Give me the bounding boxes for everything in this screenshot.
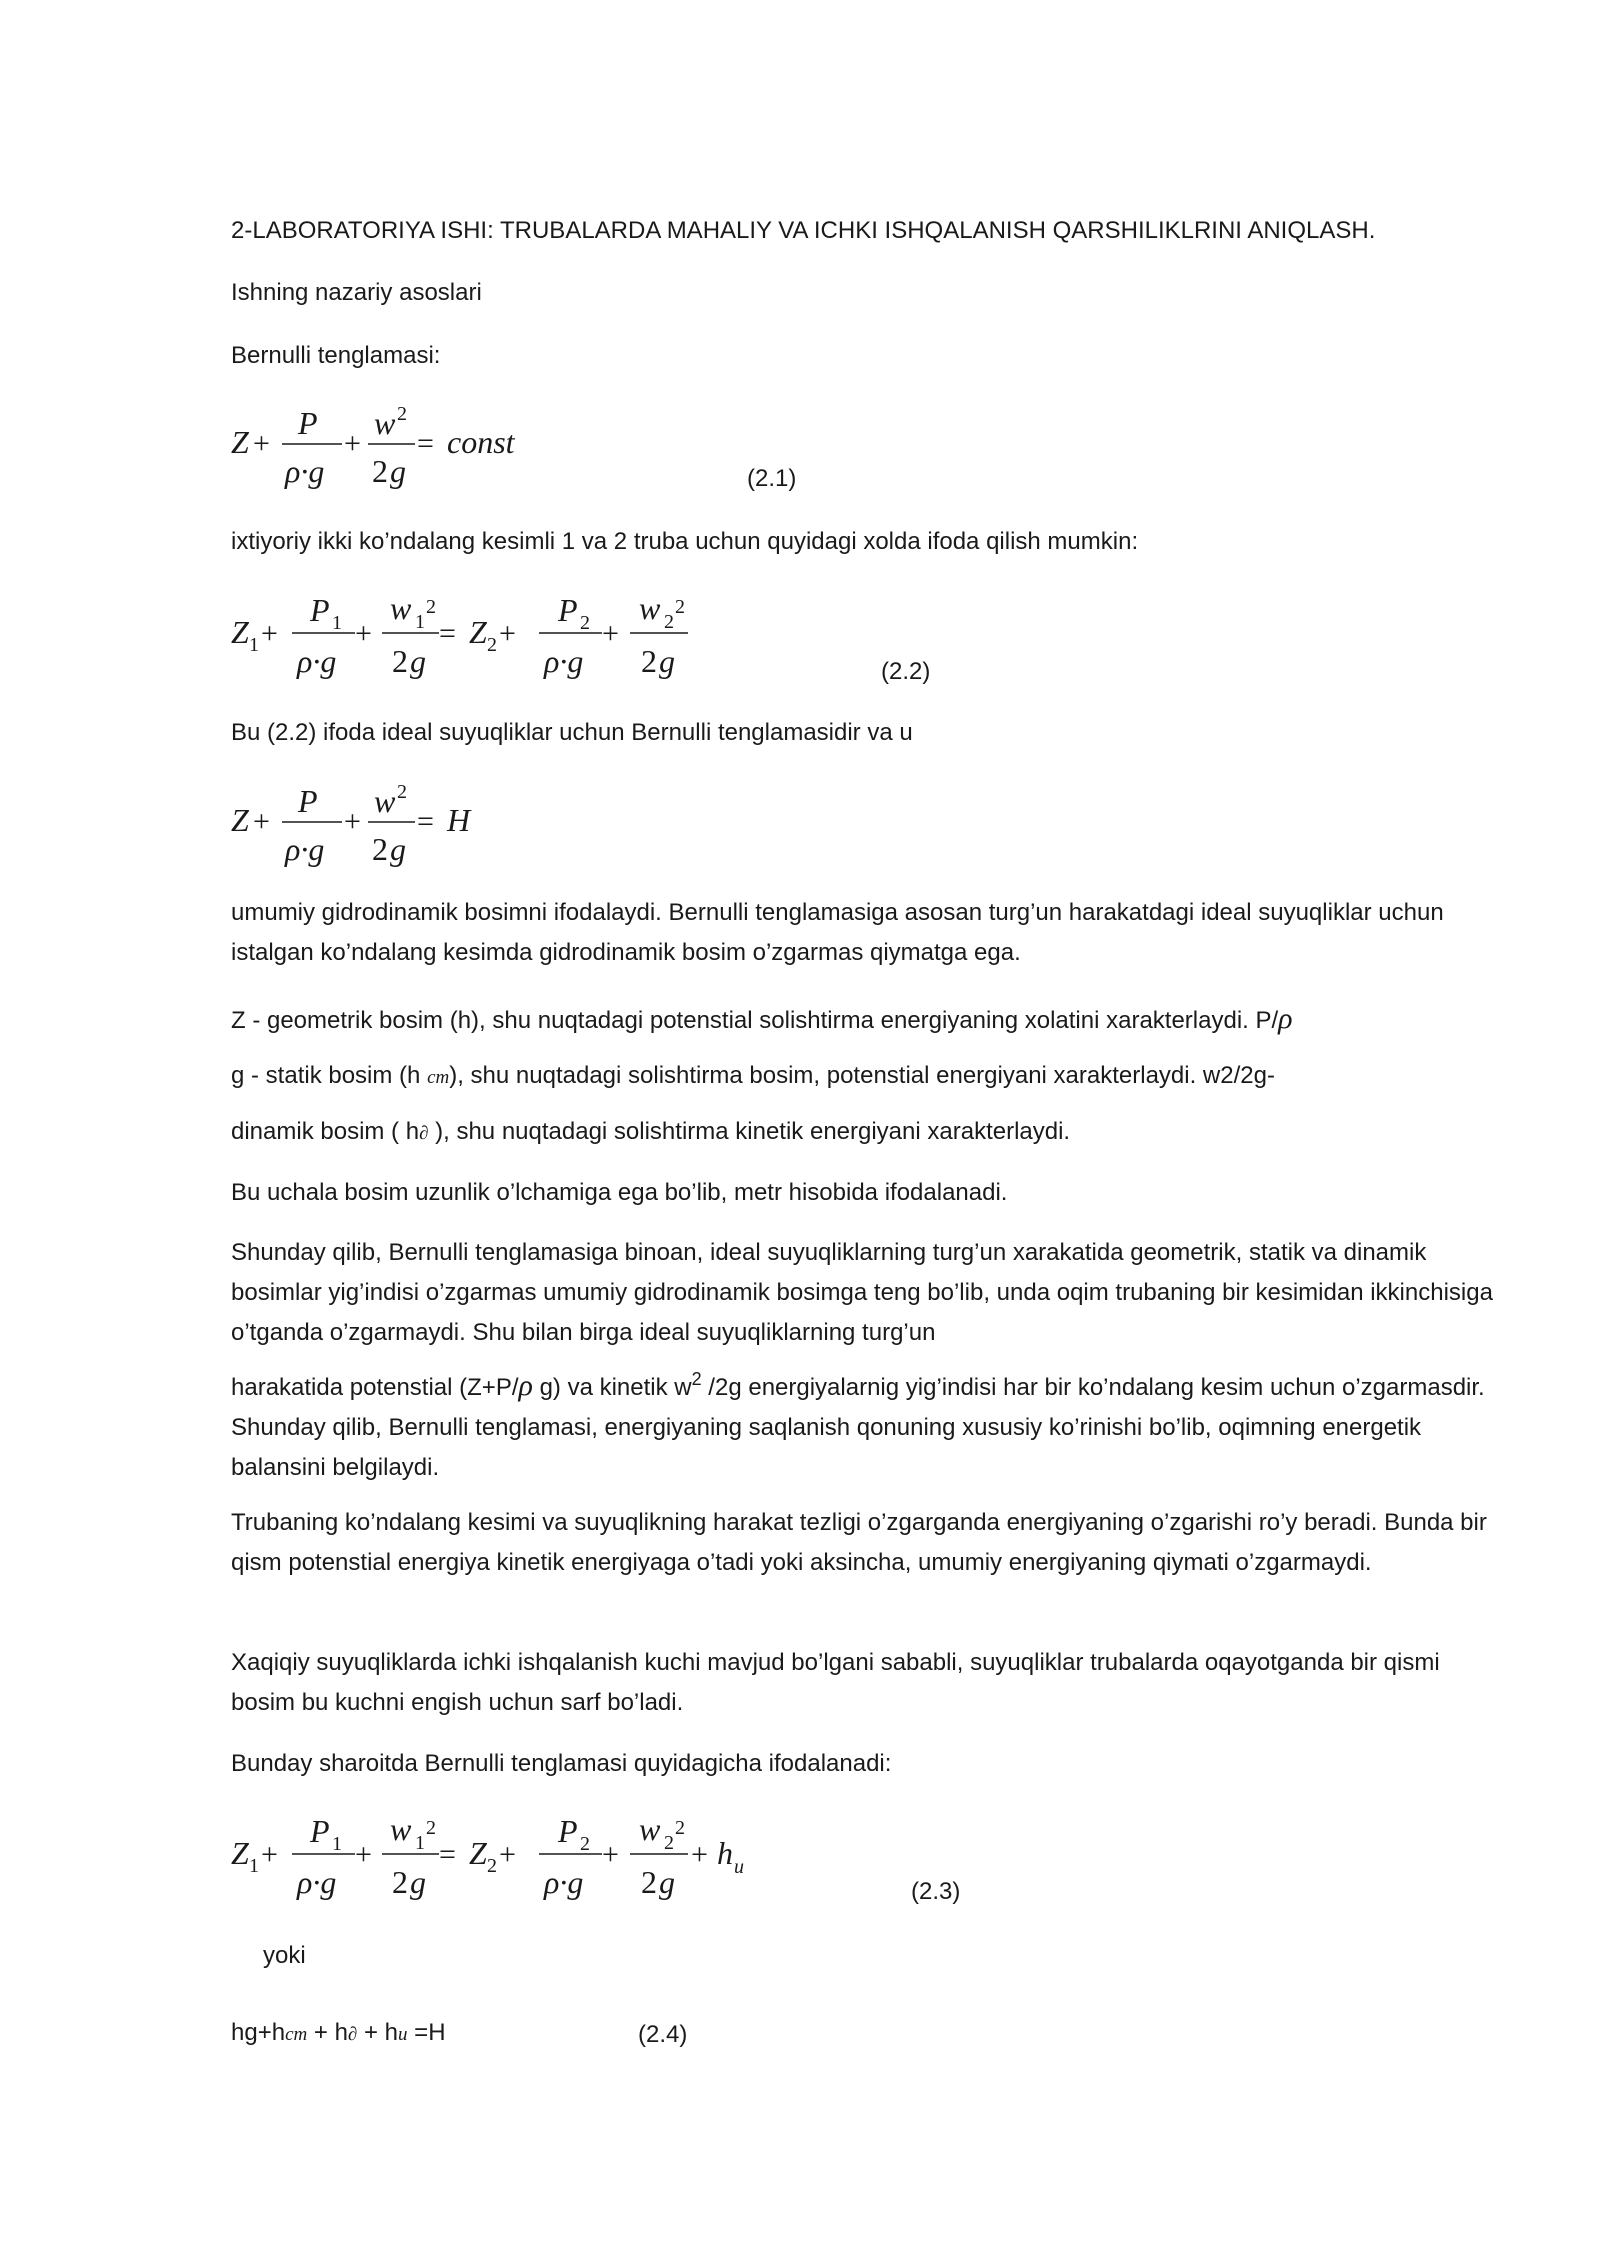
- equation-rhs: const: [447, 424, 515, 460]
- svg-text:P: P: [298, 405, 318, 441]
- svg-text:ρ·g: ρ·g: [297, 1864, 337, 1900]
- svg-text:2: 2: [372, 453, 388, 489]
- svg-text:P: P: [310, 592, 330, 628]
- equation-2-2: [225, 585, 725, 690]
- svg-text:2: 2: [392, 643, 408, 679]
- svg-text:2: 2: [392, 1864, 408, 1900]
- text-line: Bu uchala bosim uzunlik o’lchamiga ega bo’lib, metr hisobida ifodalanadi.: [231, 1179, 1008, 1206]
- svg-text:2: 2: [397, 781, 407, 803]
- paragraph: umumiy gidrodinamik bosimni ifodalaydi. Bernulli tenglamasiga asosan turg’un harakatdagi ideal suyuqliklar uchun istalgan ko’ndalang kesimda gidrodinamik bosim o’zgarmas qiymatga ega.: [231, 899, 1444, 966]
- svg-text:u: u: [734, 1856, 744, 1878]
- section-heading: Ishning nazariy asoslari: [231, 279, 482, 306]
- svg-text:Z: Z: [231, 424, 249, 460]
- svg-text:g: g: [390, 453, 406, 489]
- svg-text:2: 2: [426, 596, 436, 618]
- svg-text:2: 2: [641, 1864, 657, 1900]
- svg-text:+: +: [691, 1838, 708, 1871]
- svg-text:w: w: [639, 590, 661, 626]
- svg-text:g: g: [410, 1864, 426, 1900]
- svg-text:2: 2: [664, 1832, 674, 1854]
- svg-text:2: 2: [580, 1833, 590, 1855]
- svg-text:+: +: [344, 805, 361, 838]
- svg-text:2: 2: [487, 1855, 497, 1877]
- svg-text:2: 2: [426, 1817, 436, 1839]
- svg-text:1: 1: [332, 1833, 342, 1855]
- svg-text:=: =: [439, 617, 456, 650]
- svg-text:P: P: [558, 1813, 578, 1849]
- svg-text:Z: Z: [231, 614, 249, 650]
- svg-text:=: =: [417, 427, 434, 460]
- svg-text:w: w: [639, 1811, 661, 1847]
- paragraph: Bunday sharoitda Bernulli tenglamasi quyidagicha ifodalanadi:: [231, 1750, 892, 1777]
- svg-text:ρ·g: ρ·g: [544, 643, 584, 679]
- svg-text:+: +: [253, 805, 270, 838]
- svg-text:P: P: [298, 783, 318, 819]
- equation-number: (2.3): [911, 1878, 961, 1905]
- svg-text:+: +: [602, 617, 619, 650]
- svg-text:2: 2: [397, 403, 407, 425]
- svg-text:+: +: [499, 1838, 516, 1871]
- svg-text:+: +: [261, 617, 278, 650]
- document-title: 2-LABORATORIYA ISHI: TRUBALARDA MAHALIY VA ICHKI ISHQALANISH QARSHILIKLRINI ANIQLASH.: [231, 217, 1376, 244]
- svg-text:1: 1: [415, 1832, 425, 1854]
- svg-text:2: 2: [641, 643, 657, 679]
- svg-text:w: w: [374, 783, 396, 819]
- connector-word: yoki: [263, 1942, 306, 1969]
- svg-text:P: P: [558, 592, 578, 628]
- svg-text:w: w: [390, 1811, 412, 1847]
- svg-text:+: +: [344, 427, 361, 460]
- svg-text:h: h: [717, 1835, 733, 1871]
- svg-text:w: w: [374, 405, 396, 441]
- equation-number: (2.1): [747, 465, 797, 492]
- equation-total-head: [225, 776, 525, 876]
- paragraph: Bu (2.2) ifoda ideal suyuqliklar uchun Bernulli tenglamasidir va u: [231, 719, 913, 746]
- svg-text:+: +: [602, 1838, 619, 1871]
- paragraph: Trubaning ko’ndalang kesimi va suyuqlikning harakat tezligi o’zgarganda energiyaning o’zgarishi ro’y beradi. Bunda bir qism potenstial energiya kinetik energiyaga o’tadi yoki aksincha, umumiy energiyaning qiymati o’zgarmaydi.: [231, 1509, 1487, 1576]
- svg-text:Z: Z: [469, 614, 487, 650]
- svg-text:2: 2: [675, 1817, 685, 1839]
- bernulli-label: Bernulli tenglamasi:: [231, 342, 441, 369]
- svg-text:Z: Z: [231, 1835, 249, 1871]
- paragraph: Shunday qilib, Bernulli tenglamasiga binoan, ideal suyuqliklarning turg’un xarakatida geometrik, statik va dinamik bosimlar yig’indisi o’zgarmas umumiy gidrodinamik bosimga teng bo’lib, unda oqim trubaning bir kesimidan ikkinchisiga o’tganda o’zgarmaydi. Shu bilan birga ideal suyuqliklarning turg’un: [231, 1239, 1493, 1346]
- svg-text:ρ·g: ρ·g: [544, 1864, 584, 1900]
- svg-text:Z: Z: [469, 1835, 487, 1871]
- equation-2-1: [225, 398, 555, 498]
- svg-text:g: g: [659, 643, 675, 679]
- svg-text:ρ·g: ρ·g: [285, 831, 325, 867]
- paragraph: harakatida potenstial (Z+P/ρ g) va kinetik $w^2$ /2g energiyalarnig yig’indisi har bir ko’ndalang kesim uchun o’zgarmasdir. Shunday qilib, Bernulli tenglamasi, energiyaning saqlanish qonuning xususiy ko’rinishi bo’lib, oqimning energetik balansini belgilaydi.: [231, 1369, 1485, 1481]
- text-line: dinamik bosim ( h∂ ), shu nuqtadagi solishtirma kinetik energiyani xarakterlaydi.: [231, 1118, 1071, 1145]
- paragraph: Xaqiqiy suyuqliklarda ichki ishqalanish kuchi mavjud bo’lgani sababli, suyuqliklar trubalarda oqayotganda bir qismi bosim bu kuchni engish uchun sarf bo’ladi.: [231, 1649, 1440, 1716]
- svg-text:=: =: [417, 805, 434, 838]
- svg-text:ρ·g: ρ·g: [297, 643, 337, 679]
- paragraph: ixtiyoriy ikki ko’ndalang kesimli 1 va 2 truba uchun quyidagi xolda ifoda qilish mumkin:: [231, 528, 1139, 555]
- svg-text:1: 1: [249, 1855, 259, 1877]
- svg-text:2: 2: [372, 831, 388, 867]
- svg-text:1: 1: [332, 612, 342, 634]
- equation-number: (2.2): [881, 658, 931, 685]
- svg-text:+: +: [253, 427, 270, 460]
- svg-text:+: +: [355, 617, 372, 650]
- text-line: g - statik bosim (h cm), shu nuqtadagi solishtirma bosim, potenstial energiyani xarakterlaydi. w2/2g-: [231, 1062, 1275, 1089]
- svg-text:+: +: [499, 617, 516, 650]
- svg-text:2: 2: [487, 634, 497, 656]
- equation-2-4: hg+hcm + h∂ + hu =H: [231, 2019, 446, 2046]
- svg-text:=: =: [439, 1838, 456, 1871]
- svg-text:2: 2: [580, 612, 590, 634]
- svg-text:+: +: [355, 1838, 372, 1871]
- equation-rhs: H: [447, 802, 471, 838]
- equation-2-3: [225, 1806, 785, 1911]
- text-line: Z - geometrik bosim (h), shu nuqtadagi potenstial solishtirma energiyaning xolatini xarakterlaydi. P/ρ: [231, 1002, 1293, 1035]
- svg-text:ρ·g: ρ·g: [285, 453, 325, 489]
- svg-text:P: P: [310, 1813, 330, 1849]
- svg-text:2: 2: [664, 611, 674, 633]
- equation-number: (2.4): [638, 2021, 688, 2048]
- svg-text:w: w: [390, 590, 412, 626]
- svg-text:g: g: [410, 643, 426, 679]
- svg-text:1: 1: [415, 611, 425, 633]
- svg-text:g: g: [659, 1864, 675, 1900]
- svg-text:g: g: [390, 831, 406, 867]
- svg-text:1: 1: [249, 634, 259, 656]
- svg-text:Z: Z: [231, 802, 249, 838]
- svg-text:2: 2: [675, 596, 685, 618]
- svg-text:+: +: [261, 1838, 278, 1871]
